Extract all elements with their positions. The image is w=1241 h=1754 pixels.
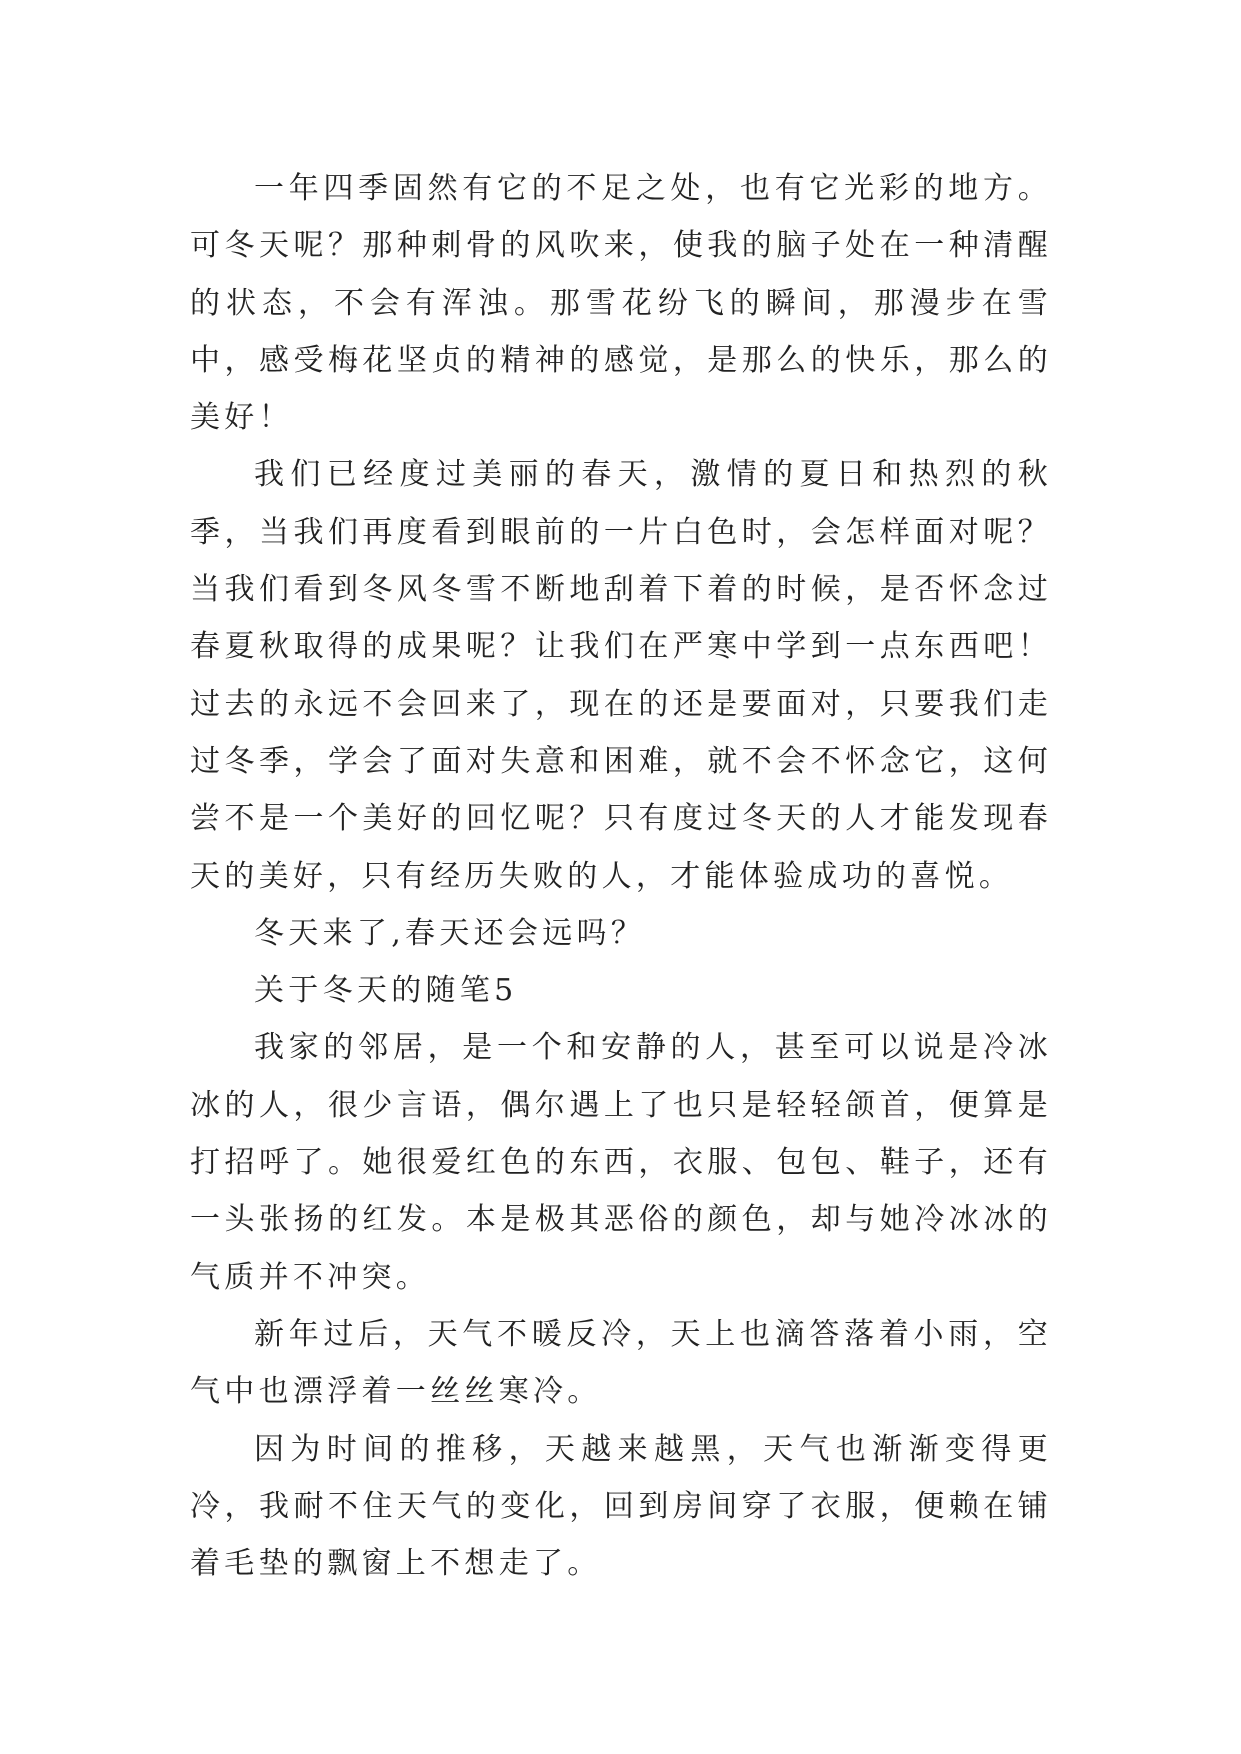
section-heading: 关于冬天的随笔5	[254, 973, 518, 1009]
document-body	[190, 160, 1052, 1592]
paragraph: 我们已经度过美丽的春天，激情的夏日和热烈的秋季，当我们再度看到眼前的一片白色时，会怎样面对呢？当我们看到冬风冬雪不断地刮着下着的时候，是否怀念过春夏秋取得的成果呢？让我们在严寒中学到一点东西吧！过去的永远不会回来了，现在的还是要面对，只要我们走过冬季，学会了面对失意和困难，就不会不怀念它，这何尝不是一个美好的回忆呢？只有度过冬天的人才能发现春天的美好，只有经历失败的人，才能体验成功的喜悦。	[190, 457, 1052, 894]
paragraph: 因为时间的推移，天越来越黑，天气也渐渐变得更冷，我耐不住天气的变化，回到房间穿了衣服，便赖在铺着毛垫的飘窗上不想走了。	[190, 1431, 1052, 1582]
paragraph: 一年四季固然有它的不足之处，也有它光彩的地方。可冬天呢？那种刺骨的风吹来，使我的脑子处在一种清醒的状态，不会有浑浊。那雪花纷飞的瞬间，那漫步在雪中，感受梅花坚贞的精神的感觉，是那么的快乐，那么的美好！	[190, 171, 1052, 436]
paragraph: 冬天来了,春天还会远吗？	[254, 915, 646, 951]
paragraph: 我家的邻居，是一个和安静的人，甚至可以说是冷冰冰的人，很少言语，偶尔遇上了也只是轻轻颌首，便算是打招呼了。她很爱红色的东西，衣服、包包、鞋子，还有一头张扬的红发。本是极其恶俗的颜色，却与她冷冰冰的气质并不冲突。	[190, 1030, 1052, 1295]
paragraph: 新年过后，天气不暖反冷，天上也滴答落着小雨，空气中也漂浮着一丝丝寒冷。	[190, 1316, 1052, 1410]
